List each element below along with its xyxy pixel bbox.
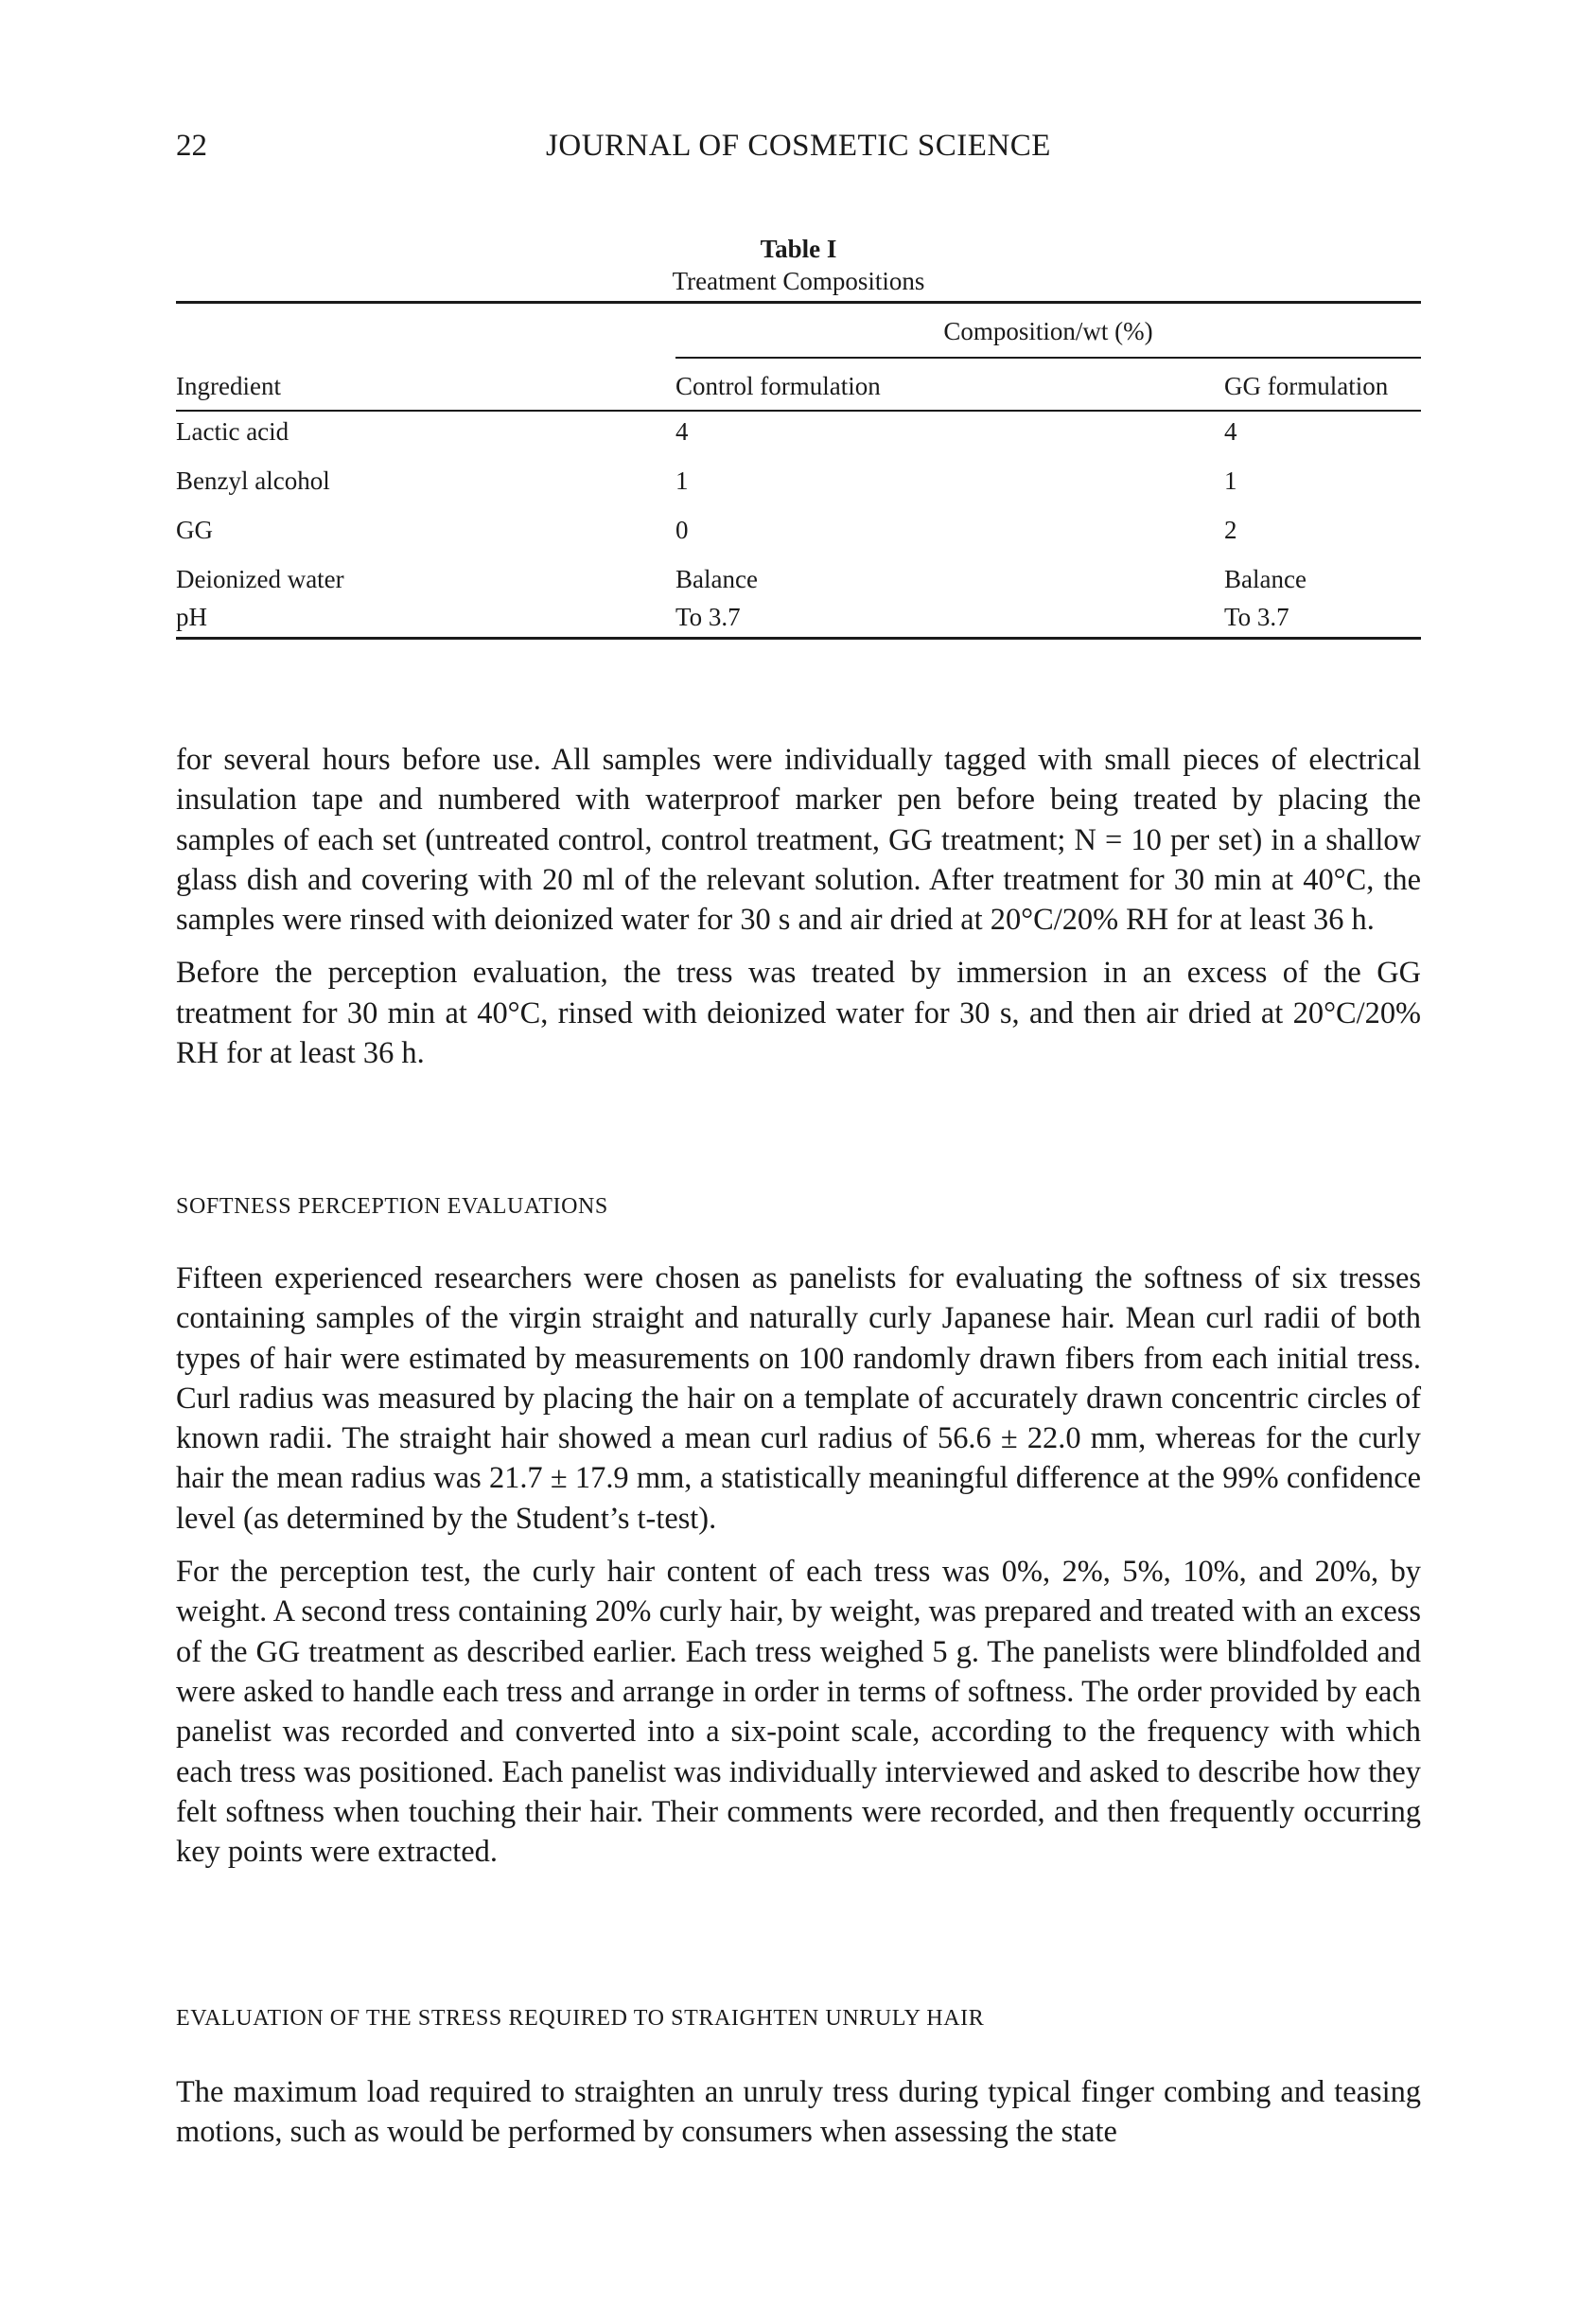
- paragraph: Fifteen experienced researchers were chosen as panelists for evaluating the softness of six tresses containing samples of the virgin straight and naturally curly Japanese hair. Mean curl radii of both types of hair were estimated by measurements on 100 randomly drawn fibers from each initial tress. Curl radius was measured by placing the hair on a template of accurately drawn concentric circles of known radii. The straight hair showed a mean curl radius of 56.6 ± 22.0 mm, whereas for the curly hair the mean radius was 21.7 ± 17.9 mm, a statistically meaningful difference at the 99% confidence level (as determined by the Student’s t-test).: [176, 1261, 1421, 1536]
- column-header-control: Control formulation: [675, 372, 881, 400]
- paragraph: Before the perception evaluation, the tress was treated by immersion in an excess of the GG treatment for 30 min at 40°C, rinsed with deionized water for 30 s, and then air dried at 20°C/20% RH for at least 36 h.: [176, 956, 1421, 1071]
- body-text-softness: [176, 1259, 1421, 1885]
- table-label: Table I: [760, 235, 837, 263]
- table-cell: 4: [675, 417, 689, 446]
- table-caption: Treatment Compositions: [672, 267, 925, 295]
- table-cell: 4: [1224, 417, 1237, 446]
- table-cell: Balance: [675, 565, 758, 593]
- table-bottom-rule: [176, 637, 1421, 640]
- journal-title: JOURNAL OF COSMETIC SCIENCE: [546, 129, 1051, 163]
- page-number: 22: [176, 129, 207, 163]
- table-row: [176, 412, 1421, 461]
- paragraph: for several hours before use. All samples were individually tagged with small pieces of electrical insulation tape and numbered with waterproof marker pen before being treated by placing the samples of each set (untreated control, control treatment, GG treatment; N = 10 per set) in a shallow glass dish and covering with 20 ml of the relevant solution. After treatment for 30 min at 40°C, the samples were rinsed with deionized water for 30 s and air dried at 20°C/20% RH for at least 36 h.: [176, 743, 1421, 938]
- paragraph: The maximum load required to straighten an unruly tress during typical finger combing and teasing motions, such as would be performed by consumers when assessing the state: [176, 2075, 1421, 2150]
- table-cell: Benzyl alcohol: [176, 466, 330, 495]
- table-row: [176, 510, 1421, 559]
- table-cell: 1: [675, 466, 689, 495]
- body-text-top: [176, 740, 1421, 1086]
- running-head: [176, 129, 1421, 170]
- table-cell: GG: [176, 516, 213, 544]
- table-cell: To 3.7: [675, 603, 741, 631]
- table-row: [176, 559, 1421, 597]
- table-row: [176, 461, 1421, 510]
- table-cell: 2: [1224, 516, 1237, 544]
- table-cell: To 3.7: [1224, 603, 1289, 631]
- section-heading-stress: EVALUATION OF THE STRESS REQUIRED TO STRAIGHTEN UNRULY HAIR: [176, 2006, 985, 2031]
- composition-header: Composition/wt (%): [943, 317, 1153, 345]
- table-cell: Balance: [1224, 565, 1307, 593]
- paragraph: For the perception test, the curly hair content of each tress was 0%, 2%, 5%, 10%, and 20%, by weight. A second tress containing 20% curly hair, by weight, was prepared and treated with an excess of the GG treatment as described earlier. Each tress weighed 5 g. The panelists were blindfolded and were asked to handle each tress and arrange in order in terms of softness. The order provided by each panelist was recorded and converted into a six-point scale, according to the frequency with which each tress was positioned. Each panelist was individually interviewed and asked to describe how they felt softness when touching their hair. Their comments were recorded, and then frequently occurring key points were extracted.: [176, 1555, 1421, 1870]
- table-cell: Deionized water: [176, 565, 344, 593]
- table-cell: Lactic acid: [176, 417, 289, 446]
- column-header-gg: GG formulation: [1224, 372, 1389, 400]
- table-row: [176, 597, 1421, 637]
- table-header-row: [176, 359, 1421, 410]
- body-text-stress: [176, 2072, 1421, 2166]
- column-header-ingredient: Ingredient: [176, 372, 281, 400]
- section-heading-softness: SOFTNESS PERCEPTION EVALUATIONS: [176, 1194, 608, 1219]
- composition-header-row: [176, 304, 1421, 359]
- table-treatment-compositions: [176, 235, 1421, 640]
- table-cell: pH: [176, 603, 207, 631]
- table-cell: 0: [675, 516, 689, 544]
- table-cell: 1: [1224, 466, 1237, 495]
